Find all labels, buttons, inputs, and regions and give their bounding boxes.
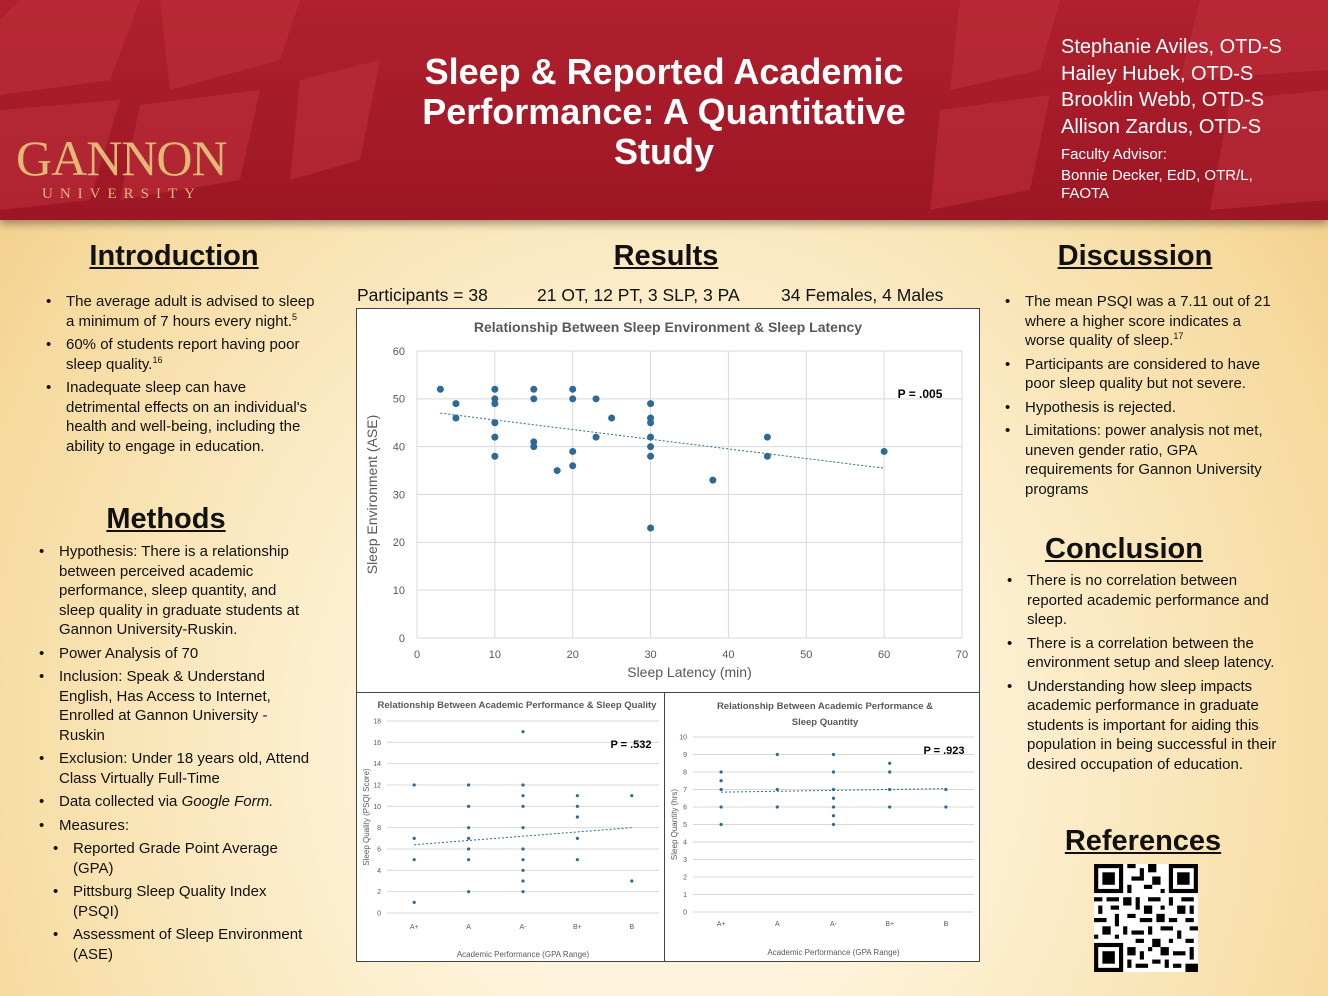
methods-list bbox=[39, 542, 313, 968]
data-point bbox=[467, 837, 470, 840]
data-point bbox=[576, 837, 579, 840]
data-point bbox=[521, 879, 524, 882]
y-tick-label: 6 bbox=[683, 804, 687, 812]
list-item: • Power Analysis of 70 bbox=[39, 644, 313, 664]
author: Allison Zardus, OTD-S bbox=[1061, 115, 1262, 138]
y-tick-label: 7 bbox=[683, 786, 687, 794]
x-axis-label: Academic Performance (GPA Range) bbox=[767, 948, 900, 957]
data-point bbox=[720, 823, 723, 826]
logo-subtitle: UNIVERSITY bbox=[42, 186, 202, 202]
data-point bbox=[530, 443, 537, 450]
data-point bbox=[437, 386, 444, 393]
x-tick-label: 10 bbox=[488, 649, 501, 661]
list-item: • 60% of students report having poor sleep quality.$^{16}$ bbox=[46, 335, 318, 374]
data-point bbox=[647, 400, 654, 407]
data-point bbox=[720, 779, 723, 782]
data-point bbox=[764, 453, 771, 460]
trendline bbox=[440, 413, 884, 468]
conclusion-list bbox=[1007, 571, 1279, 778]
gannon-logo bbox=[16, 132, 227, 203]
chart-academic-vs-sleep-quantity bbox=[665, 693, 979, 961]
x-tick-label: A bbox=[774, 921, 780, 928]
y-tick-label: 10 bbox=[373, 803, 381, 811]
data-point bbox=[944, 788, 947, 791]
chart-panel-quality bbox=[356, 692, 665, 962]
data-point bbox=[491, 434, 498, 441]
list-item: • Pittsburg Sleep Quality Index (PSQI) bbox=[53, 882, 313, 921]
data-point bbox=[413, 858, 416, 861]
chart-title: Relationship Between Academic Performance & Sleep Quality bbox=[377, 700, 657, 711]
data-point bbox=[720, 805, 723, 808]
p-value-annotation: P = .923 bbox=[923, 745, 965, 757]
y-tick-label: 18 bbox=[373, 718, 381, 726]
x-tick-label: A+ bbox=[409, 924, 419, 931]
y-tick-label: 10 bbox=[392, 585, 405, 598]
list-item: • There is a correlation between the environment setup and sleep latency. bbox=[1007, 634, 1279, 673]
x-tick-label: 50 bbox=[800, 649, 813, 661]
data-point bbox=[576, 815, 579, 818]
data-point bbox=[521, 890, 524, 893]
y-tick-label: 14 bbox=[373, 761, 381, 769]
data-point bbox=[521, 730, 524, 733]
y-tick-label: 0 bbox=[683, 909, 687, 917]
data-point bbox=[630, 794, 633, 797]
data-point bbox=[491, 400, 498, 407]
data-point bbox=[764, 434, 771, 441]
y-axis-label: Sleep Quantity (hrs) bbox=[670, 788, 679, 861]
data-point bbox=[832, 770, 835, 773]
data-point bbox=[530, 386, 537, 393]
data-point bbox=[832, 797, 835, 800]
x-tick-label: B bbox=[943, 921, 949, 928]
y-tick-label: 50 bbox=[392, 393, 405, 406]
logo-wordmark: GANNON bbox=[16, 130, 227, 186]
list-item: • The average adult is advised to sleep a minimum of 7 hours every night.$^5$ bbox=[46, 292, 318, 331]
p-value-annotation: P = .532 bbox=[610, 739, 652, 751]
data-point bbox=[530, 395, 537, 402]
x-tick-label: 20 bbox=[566, 649, 579, 661]
chart-panel-environment bbox=[356, 308, 980, 694]
list-item: • Understanding how sleep impacts academic performance in graduate students is important for aiding this population in being successful in their desired occupation of education. bbox=[1007, 677, 1279, 775]
data-point bbox=[521, 847, 524, 850]
data-point bbox=[521, 783, 524, 786]
data-point bbox=[630, 879, 633, 882]
data-point bbox=[569, 395, 576, 402]
list-item: • Limitations: power analysis not met, uneven gender ratio, GPA requirements for Gannon University programs bbox=[1005, 421, 1277, 499]
data-point bbox=[709, 477, 716, 484]
data-point bbox=[491, 386, 498, 393]
y-tick-label: 0 bbox=[398, 632, 405, 645]
results-heading: Results bbox=[613, 240, 719, 272]
y-tick-label: 20 bbox=[392, 537, 405, 550]
data-point bbox=[832, 814, 835, 817]
x-tick-label: B bbox=[629, 924, 635, 931]
data-point bbox=[776, 805, 779, 808]
data-point bbox=[467, 890, 470, 893]
data-point bbox=[888, 770, 891, 773]
chart-academic-vs-sleep-quality bbox=[357, 693, 664, 961]
discussion-heading: Discussion bbox=[1057, 240, 1213, 272]
conclusion-heading: Conclusion bbox=[1045, 533, 1203, 565]
gender-breakdown: 34 Females, 4 Males bbox=[781, 285, 944, 305]
data-point bbox=[569, 386, 576, 393]
data-point bbox=[452, 400, 459, 407]
data-point bbox=[569, 462, 576, 469]
data-point bbox=[593, 395, 600, 402]
trendline bbox=[414, 828, 632, 845]
list-item: • Inadequate sleep can have detrimental effects on an individual's health and well-being, including the ability to engage in education. bbox=[46, 378, 318, 456]
data-point bbox=[720, 770, 723, 773]
data-point bbox=[452, 414, 459, 421]
y-tick-label: 2 bbox=[683, 874, 687, 882]
data-point bbox=[720, 788, 723, 791]
data-point bbox=[832, 823, 835, 826]
list-item: • Data collected via Google Form. bbox=[39, 792, 313, 812]
advisor-label: Faculty Advisor: bbox=[1061, 146, 1167, 163]
methods-heading: Methods bbox=[106, 503, 226, 535]
data-point bbox=[467, 805, 470, 808]
data-point bbox=[647, 443, 654, 450]
author: Brooklin Webb, OTD-S bbox=[1061, 89, 1265, 111]
y-tick-label: 6 bbox=[377, 846, 381, 854]
x-axis-label: Academic Performance (GPA Range) bbox=[456, 950, 590, 959]
data-point bbox=[521, 826, 524, 829]
y-tick-label: 8 bbox=[377, 825, 381, 833]
x-tick-label: 40 bbox=[722, 649, 735, 661]
y-tick-label: 30 bbox=[392, 489, 405, 502]
references-qr-code[interactable] bbox=[1094, 864, 1198, 972]
y-tick-label: 1 bbox=[683, 891, 687, 899]
list-item: • There is no correlation between reported academic performance and sleep. bbox=[1007, 571, 1279, 630]
author-list bbox=[1061, 34, 1282, 140]
data-point bbox=[776, 753, 779, 756]
advisor-name: Bonnie Decker, EdD, OTR/L, FAOTA bbox=[1061, 167, 1253, 202]
y-tick-label: 2 bbox=[377, 889, 381, 897]
data-point bbox=[554, 467, 561, 474]
references-heading: References bbox=[1064, 825, 1222, 857]
x-tick-label: 70 bbox=[955, 649, 969, 661]
y-axis-label: Sleep Quality (PSQI Score) bbox=[362, 768, 371, 866]
y-tick-label: 9 bbox=[683, 751, 687, 759]
x-tick-label: A+ bbox=[716, 921, 726, 928]
y-tick-label: 12 bbox=[373, 782, 381, 790]
data-point bbox=[521, 805, 524, 808]
data-point bbox=[888, 805, 891, 808]
data-point bbox=[888, 762, 891, 765]
data-point bbox=[647, 524, 654, 531]
y-tick-label: 0 bbox=[377, 910, 381, 918]
poster-title: Sleep & Reported Academic Performance: A Quantitative Study bbox=[422, 51, 906, 172]
chart-title: Sleep Quantity bbox=[791, 717, 859, 728]
participants-count: Participants = 38 bbox=[357, 285, 488, 305]
p-value-annotation: P = .005 bbox=[897, 387, 943, 401]
data-point bbox=[608, 414, 615, 421]
list-item: • Hypothesis is rejected. bbox=[1005, 398, 1277, 418]
y-tick-label: 8 bbox=[683, 769, 687, 777]
y-axis-label: Sleep Environment (ASE) bbox=[364, 414, 380, 575]
poster-header bbox=[0, 0, 1328, 220]
data-point bbox=[647, 434, 654, 441]
data-point bbox=[576, 858, 579, 861]
discussion-list bbox=[1005, 292, 1277, 503]
data-point bbox=[832, 788, 835, 791]
list-item: • Reported Grade Point Average (GPA) bbox=[53, 839, 313, 878]
author: Stephanie Aviles, OTD-S bbox=[1061, 36, 1282, 58]
y-tick-label: 10 bbox=[679, 734, 687, 742]
data-point bbox=[576, 805, 579, 808]
y-tick-label: 16 bbox=[373, 739, 381, 747]
list-item: • Exclusion: Under 18 years old, Attend Class Virtually Full-Time bbox=[39, 749, 313, 788]
list-item: • Assessment of Sleep Environment (ASE) bbox=[53, 925, 313, 964]
data-point bbox=[491, 419, 498, 426]
data-point bbox=[593, 434, 600, 441]
data-point bbox=[888, 788, 891, 791]
introduction-list bbox=[46, 292, 318, 460]
chart-panel-quantity bbox=[664, 692, 980, 962]
y-tick-label: 3 bbox=[683, 856, 687, 864]
y-tick-label: 5 bbox=[683, 821, 687, 829]
data-point bbox=[413, 837, 416, 840]
author: Hailey Hubek, OTD-S bbox=[1061, 62, 1254, 85]
data-point bbox=[776, 788, 779, 791]
x-tick-label: 30 bbox=[644, 649, 657, 661]
faculty-advisor bbox=[1061, 146, 1301, 203]
list-item: • Measures: bbox=[39, 816, 313, 836]
y-tick-label: 40 bbox=[392, 441, 405, 454]
x-tick-label: B+ bbox=[573, 924, 582, 931]
x-tick-label: A- bbox=[830, 921, 837, 928]
data-point bbox=[521, 794, 524, 797]
data-point bbox=[576, 794, 579, 797]
data-point bbox=[491, 453, 498, 460]
list-item: • Participants are considered to have poor sleep quality but not severe. bbox=[1005, 355, 1277, 394]
list-item: • The mean PSQI was a 7.11 out of 21 where a higher score indicates a worse quality of sleep.$^{17}$ bbox=[1005, 292, 1277, 351]
data-point bbox=[467, 847, 470, 850]
x-tick-label: 0 bbox=[413, 649, 421, 661]
list-item: • Hypothesis: There is a relationship between perceived academic performance, sleep quantity, and sleep quality in graduate students at Gannon University-Ruskin. bbox=[39, 542, 313, 640]
chart-title: Relationship Between Academic Performance & bbox=[716, 701, 934, 712]
data-point bbox=[521, 869, 524, 872]
data-point bbox=[413, 901, 416, 904]
y-tick-label: 4 bbox=[377, 867, 381, 875]
data-point bbox=[467, 826, 470, 829]
introduction-heading: Introduction bbox=[89, 240, 259, 272]
list-item: • Inclusion: Speak & Understand English, Has Access to Internet, Enrolled at Gannon University - Ruskin bbox=[39, 667, 313, 745]
data-point bbox=[647, 453, 654, 460]
x-tick-label: B+ bbox=[885, 921, 895, 928]
data-point bbox=[569, 448, 576, 455]
y-tick-label: 4 bbox=[683, 839, 687, 847]
x-tick-label: 60 bbox=[878, 649, 891, 661]
data-point bbox=[467, 783, 470, 786]
program-breakdown: 21 OT, 12 PT, 3 SLP, 3 PA bbox=[537, 285, 740, 305]
chart-sleep-environment-vs-latency bbox=[357, 309, 979, 693]
data-point bbox=[521, 858, 524, 861]
data-point bbox=[467, 858, 470, 861]
x-tick-label: A- bbox=[519, 924, 527, 931]
data-point bbox=[944, 805, 947, 808]
data-point bbox=[647, 419, 654, 426]
chart-title: Relationship Between Sleep Environment & Sleep Latency bbox=[473, 319, 863, 335]
data-point bbox=[881, 448, 888, 455]
data-point bbox=[413, 783, 416, 786]
y-tick-label: 60 bbox=[392, 345, 405, 358]
x-tick-label: A bbox=[466, 924, 471, 931]
x-axis-label: Sleep Latency (min) bbox=[627, 664, 752, 680]
data-point bbox=[832, 753, 835, 756]
data-point bbox=[832, 805, 835, 808]
